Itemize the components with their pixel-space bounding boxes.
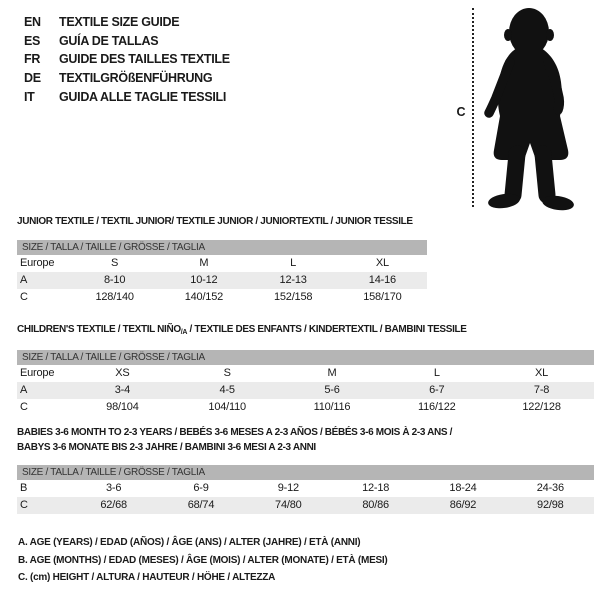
- cell: 14-16: [368, 274, 396, 286]
- lang-code: FR: [24, 52, 41, 67]
- baby-right-leg: [543, 154, 547, 195]
- measurement-legend: [18, 534, 388, 587]
- row-label: Europe: [20, 257, 55, 269]
- cell: S: [223, 367, 231, 379]
- baby-left-leg: [513, 154, 517, 195]
- cell: 3-6: [106, 482, 122, 494]
- lang-row-fr: [24, 50, 230, 69]
- title-line-2: BABYS 3-6 MONATE BIS 2-3 JAHRE / BAMBINI 3-6 MESI A 2-3 ANNI: [17, 441, 316, 453]
- row-label: C: [20, 291, 28, 303]
- baby-silhouette-image: [479, 2, 591, 214]
- lang-code: DE: [24, 71, 41, 86]
- size-header-bar: SIZE / TALLA / TAILLE / GRÖSSE / TAGLIA: [17, 350, 594, 365]
- cell: 24-36: [536, 482, 564, 494]
- lang-row-de: [24, 69, 230, 88]
- size-header-bar: SIZE / TALLA / TAILLE / GRÖSSE / TAGLIA: [17, 240, 427, 255]
- table-row-height: [17, 497, 594, 514]
- cell: 5-6: [324, 384, 340, 396]
- lang-label: GUÍA DE TALLAS: [59, 33, 159, 48]
- cell: M: [199, 257, 209, 269]
- title-main: CHILDREN'S TEXTILE / TEXTIL NIÑO: [17, 324, 181, 335]
- cell: 18-24: [449, 482, 477, 494]
- row-label: Europe: [20, 367, 55, 379]
- row-label: C: [20, 401, 28, 413]
- cell: XL: [535, 367, 549, 379]
- cell: 12-13: [279, 274, 307, 286]
- cell: 158/170: [363, 291, 402, 303]
- babies-size-table: [17, 426, 594, 514]
- cell: 116/122: [418, 401, 456, 413]
- cell: 122/128: [522, 401, 561, 413]
- row-label: C: [20, 499, 28, 511]
- cell: 3-4: [114, 384, 131, 396]
- cell: L: [290, 257, 297, 269]
- cell: L: [433, 367, 440, 379]
- lang-label: TEXTILE SIZE GUIDE: [59, 15, 180, 29]
- lang-label: GUIDA ALLE TAGLIE TESSILI: [59, 89, 227, 104]
- legend-line-a: A. AGE (YEARS) / EDAD (AÑOS) / ÂGE (ANS) / ALTER (JAHRE) / ETÀ (ANNI): [18, 537, 361, 548]
- title-rest: / TEXTILE DES ENFANTS / KINDERTEXTIL / BAMBINI TESSILE: [187, 324, 467, 335]
- cell: 4-5: [219, 384, 235, 396]
- cell: 62/68: [100, 499, 127, 511]
- lang-code: EN: [24, 15, 41, 29]
- cell: 9-12: [277, 482, 299, 494]
- cell: 7-8: [533, 384, 550, 396]
- table-row-months: [17, 480, 594, 497]
- row-label: A: [20, 384, 28, 396]
- cell: 92/98: [537, 499, 564, 511]
- row-label: A: [20, 274, 28, 286]
- lang-label: TEXTILGRÖßENFÜHRUNG: [59, 71, 213, 86]
- language-title-list: [24, 13, 230, 107]
- cell: 140/152: [184, 291, 224, 303]
- height-measure-dotted-line: [472, 8, 474, 207]
- cell: 110/116: [313, 401, 351, 413]
- height-measure-label: C: [456, 105, 466, 119]
- title-subscript: /A: [180, 329, 188, 336]
- babies-table-title: [17, 426, 594, 455]
- cell: 6-9: [193, 482, 209, 494]
- legend-line-c: C. (cm) HEIGHT / ALTURA / HAUTEUR / HÖHE / ALTEZZA: [18, 572, 276, 583]
- row-label: B: [20, 482, 28, 494]
- table-row-age: [17, 382, 594, 399]
- children-table-title: [17, 324, 594, 339]
- lang-label: GUIDE DES TAILLES TEXTILE: [59, 52, 230, 67]
- legend-line-b: B. AGE (MONTHS) / EDAD (MESES) / ÂGE (MOIS) / ALTER (MONATE) / ETÀ (MESI): [18, 554, 388, 566]
- cell: 74/80: [275, 499, 302, 511]
- table-row-europe: [17, 365, 594, 382]
- cell: 104/110: [208, 401, 246, 413]
- title-line-1: BABIES 3-6 MONTH TO 2-3 YEARS / BEBÉS 3-6 MESES A 2-3 AÑOS / BÉBÉS 3-6 MOIS À 2-3 ANS /: [17, 427, 453, 438]
- cell: 98/104: [106, 401, 139, 413]
- cell: 68/74: [187, 499, 215, 511]
- junior-table-title: JUNIOR TEXTILE / TEXTIL JUNIOR/ TEXTILE JUNIOR / JUNIORTEXTIL / JUNIOR TESSILE: [17, 216, 413, 227]
- cell: 12-18: [362, 482, 390, 494]
- lang-row-es: [24, 32, 230, 51]
- lang-code: ES: [24, 33, 41, 48]
- cell: 86/92: [449, 499, 477, 511]
- lang-row-it: [24, 88, 230, 107]
- cell: 80/86: [362, 499, 389, 511]
- children-size-table: [17, 324, 594, 416]
- size-header-bar: SIZE / TALLA / TAILLE / GRÖSSE / TAGLIA: [17, 465, 594, 480]
- table-row-europe: [17, 255, 427, 272]
- cell: XS: [115, 367, 130, 379]
- junior-size-table: [17, 216, 427, 306]
- table-row-height: [17, 399, 594, 416]
- cell: S: [111, 257, 119, 269]
- cell: 152/158: [273, 291, 313, 303]
- cell: M: [327, 367, 337, 379]
- lang-code: IT: [24, 89, 35, 104]
- cell: 128/140: [95, 291, 134, 303]
- table-row-age: [17, 272, 427, 289]
- cell: 10-12: [190, 274, 218, 286]
- cell: 8-10: [104, 274, 126, 286]
- cell: XL: [375, 257, 389, 269]
- table-row-height: [17, 289, 427, 306]
- lang-row-en: [24, 13, 230, 32]
- cell: 6-7: [429, 384, 445, 396]
